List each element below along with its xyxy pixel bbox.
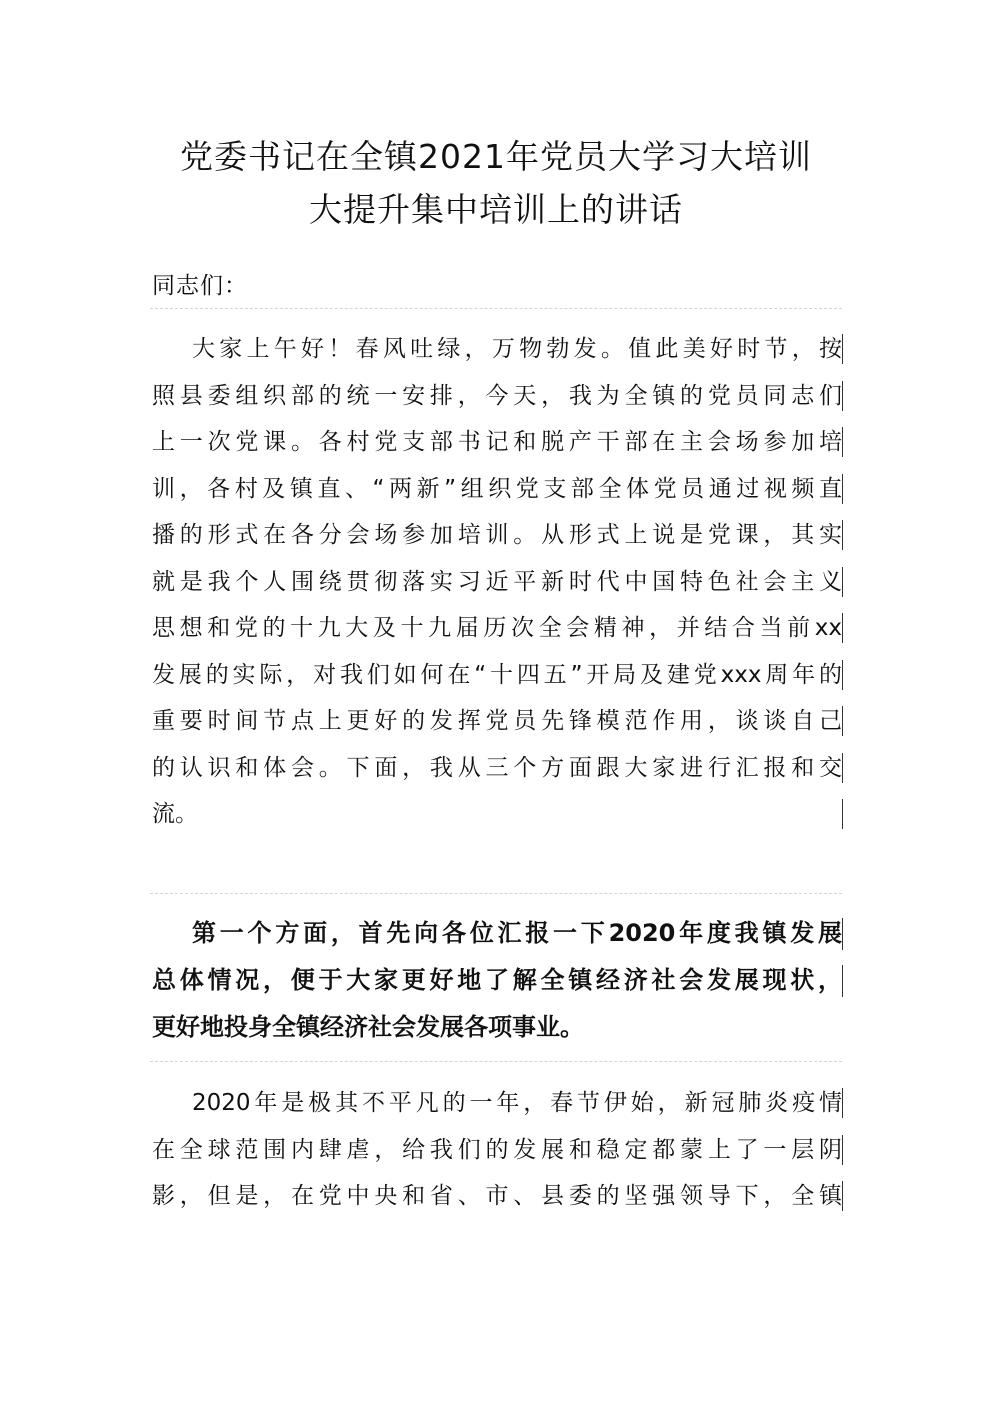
document-title bbox=[120, 130, 872, 236]
margin-mark bbox=[842, 567, 843, 597]
margin-mark bbox=[842, 1181, 843, 1211]
margin-mark bbox=[842, 427, 843, 457]
text-line: 就是我个人围绕贯彻落实习近平新时代中国特色社会主义 bbox=[152, 568, 842, 595]
section-heading-1 bbox=[152, 910, 842, 1051]
text-line: 在全球范围内肆虐，给我们的发展和稳定都蒙上了一层阴 bbox=[152, 1136, 842, 1163]
margin-mark bbox=[842, 753, 843, 783]
section-divider bbox=[150, 1061, 842, 1062]
margin-mark bbox=[842, 474, 843, 504]
text-line: 发展的实际，对我们如何在“十四五”开局及建党xxx周年的 bbox=[152, 661, 842, 688]
text-line: 影，但是，在党中央和省、市、县委的坚强领导下，全镇 bbox=[152, 1183, 842, 1209]
margin-mark bbox=[842, 799, 843, 829]
heading-line: 更好地投身全镇经济社会发展各项事业。 bbox=[152, 1013, 584, 1041]
margin-mark bbox=[842, 381, 843, 411]
margin-mark bbox=[842, 334, 843, 364]
paragraph-opening bbox=[152, 326, 842, 838]
text-line: 2020年是极其不平凡的一年，春节伊始，新冠肺炎疫情 bbox=[192, 1090, 842, 1116]
text-line: 的认识和体会。下面，我从三个方面跟大家进行汇报和交 bbox=[152, 754, 842, 781]
heading-line: 第一个方面，首先向各位汇报一下2020年度我镇发展 bbox=[192, 919, 842, 947]
title-line-1: 党委书记在全镇2021年党员大学习大培训 bbox=[180, 137, 812, 176]
text-line: 播的形式在各分会场参加培训。从形式上说是党课，其实 bbox=[152, 522, 842, 548]
text-line: 流。 bbox=[152, 801, 198, 827]
salutation: 同志们： bbox=[152, 273, 248, 299]
title-line-2: 大提升集中培训上的讲话 bbox=[309, 190, 683, 229]
margin-mark bbox=[842, 918, 843, 950]
text-line: 大家上午好！春风吐绿，万物勃发。值此美好时节，按 bbox=[192, 336, 842, 362]
margin-mark bbox=[842, 520, 843, 550]
margin-mark bbox=[842, 965, 843, 997]
text-line: 上一次党课。各村党支部书记和脱产干部在主会场参加培 bbox=[152, 429, 842, 455]
paragraph-2020-review bbox=[152, 1080, 842, 1220]
heading-line: 总体情况，便于大家更好地了解全镇经济社会发展现状， bbox=[152, 966, 842, 994]
margin-mark bbox=[842, 613, 843, 643]
section-divider bbox=[150, 893, 842, 894]
text-line: 重要时间节点上更好的发挥党员先锋模范作用，谈谈自己 bbox=[152, 708, 842, 734]
section-divider bbox=[150, 308, 842, 309]
margin-mark bbox=[842, 1088, 843, 1118]
margin-mark bbox=[842, 706, 843, 736]
text-line: 思想和党的十九大及十九届历次全会精神，并结合当前xx bbox=[152, 615, 842, 641]
margin-mark bbox=[842, 1135, 843, 1165]
margin-mark bbox=[842, 660, 843, 690]
text-line: 训，各村及镇直、“两新”组织党支部全体党员通过视频直 bbox=[152, 475, 842, 502]
text-line: 照县委组织部的统一安排，今天，我为全镇的党员同志们 bbox=[152, 382, 842, 409]
